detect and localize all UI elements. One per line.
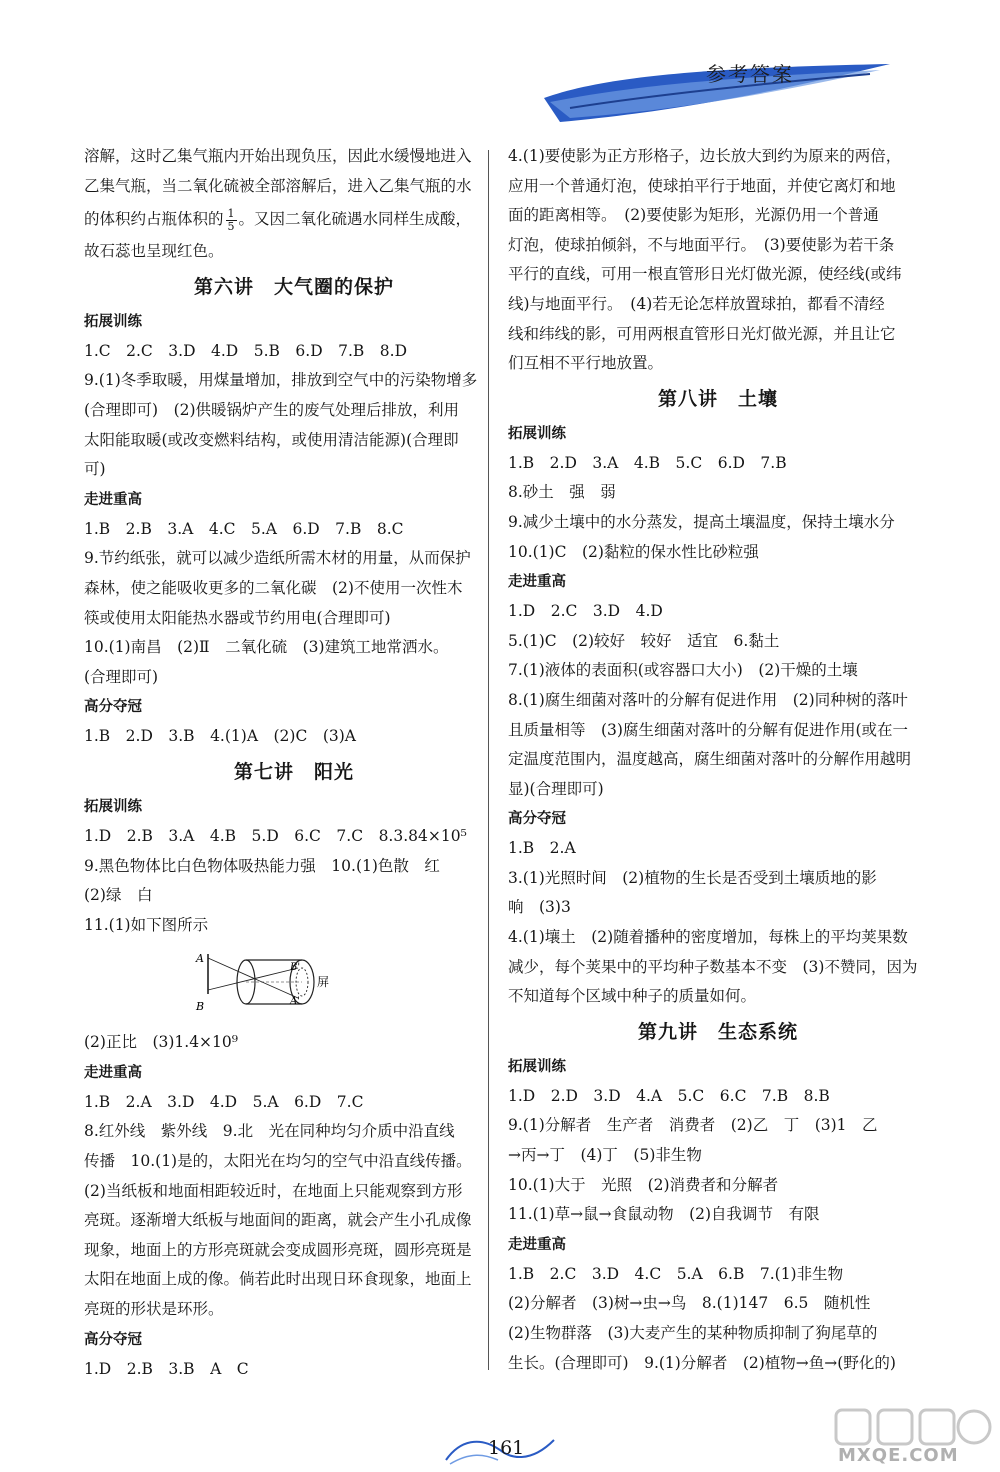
answer-line: 9.节约纸张，就可以减少造纸所需木材的用量，从而保护 — [84, 549, 471, 568]
answer-line: 显)(合理即可) — [508, 779, 604, 798]
fraction-denominator: 5 — [227, 219, 235, 233]
answer-line: 1.B 2.D 3.A 4.B 5.C 6.D 7.B — [508, 453, 787, 472]
label-b-prime: B' — [290, 962, 301, 974]
answer-line: 不知道每个区域中种子的质量如何。 — [508, 987, 757, 1006]
answer-line: 1.B 2.B 3.A 4.C 5.A 6.D 7.B 8.C — [84, 519, 404, 538]
answer-line: 9.减少土壤中的水分蒸发，提高土壤温度，保持土壤水分 — [508, 512, 895, 531]
answer-line: 森林，使之能吸收更多的二氧化碳 (2)不使用一次性木 — [84, 578, 463, 597]
answer-line: (2)当纸板和地面相距较近时，在地面上只能观察到方形 — [84, 1181, 463, 1200]
answer-line: 太阳在地面上成的像。倘若此时出现日环食现象，地面上 — [84, 1270, 472, 1289]
section-heading: 拓展训练 — [84, 798, 142, 815]
answer-line: 减少，每个荚果中的平均种子数基本不变 (3)不赞同，因为 — [508, 957, 918, 976]
lecture-title: 第九讲 生态系统 — [637, 1020, 798, 1043]
section-heading: 拓展训练 — [508, 425, 566, 442]
section-heading: 拓展训练 — [84, 313, 142, 330]
answer-line: (2)生物群落 (3)大麦产生的某种物质抑制了狗尾草的 — [508, 1324, 878, 1342]
text-line — [84, 201, 504, 237]
text-line: 溶解，这时乙集气瓶内开始出现负压，因此水缓慢地进入 — [84, 147, 472, 165]
answer-line: 灯泡，使球拍倾斜，不与地面平行。 (3)要使影为若干条 — [508, 235, 895, 254]
answer-line: 传播 10.(1)是的，太阳光在均匀的空气中沿直线传播。 — [84, 1152, 472, 1171]
answer-line: 平行的直线，可用一根直管形日光灯做光源，使经线(或纬 — [508, 265, 902, 284]
answer-line: 10.(1)大于 光照 (2)消费者和分解者 — [508, 1175, 779, 1194]
pinhole-figure — [84, 940, 504, 1028]
lecture-title: 第七讲 阳光 — [233, 760, 354, 783]
answer-line: 9.黑色物体比白色物体吸热能力强 10.(1)色散 红 — [84, 856, 440, 875]
answer-line: 定温度范围内，温度越高，腐生细菌对落叶的分解作用越明 — [508, 750, 912, 769]
answer-line: 且质量相等 (3)腐生细菌对落叶的分解有促进作用(或在一 — [508, 720, 909, 739]
answer-line: →丙→丁 (4)丁 (5)非生物 — [508, 1146, 702, 1165]
pinhole-diagram — [194, 940, 344, 1026]
answer-line: 线)与地面平行。 (4)若无论怎样放置球拍，都看不清经 — [508, 294, 885, 313]
answer-line: 1.B 2.C 3.D 4.C 5.A 6.B 7.(1)非生物 — [508, 1264, 844, 1283]
answer-line: 8.(1)腐生细菌对落叶的分解有促进作用 (2)同种树的落叶 — [508, 690, 908, 709]
header-title: 参考答案 — [706, 62, 794, 86]
answer-line: 7.(1)液体的表面积(或容器口大小) (2)干燥的土壤 — [508, 661, 858, 680]
right-column — [508, 142, 928, 1378]
section-heading: 高分夺冠 — [84, 699, 142, 716]
answer-line: 1.C 2.C 3.D 4.D 5.B 6.D 7.B 8.D — [84, 341, 408, 360]
answer-line: (合理即可) — [84, 667, 159, 686]
answer-line: 亮斑的形状是环形。 — [84, 1300, 224, 1319]
answer-line: 9.(1)分解者 生产者 消费者 (2)乙 丁 (3)1 乙 — [508, 1116, 878, 1135]
text-line: 故石蕊也呈现红色。 — [84, 242, 224, 261]
answer-line: (2)绿 白 — [84, 886, 153, 905]
left-column — [84, 142, 504, 1384]
answer-line: 10.(1)C (2)黏粒的保水性比砂粒强 — [508, 542, 759, 561]
answer-line: 11.(1)如下图所示 — [84, 915, 209, 934]
lecture-title: 第八讲 土壤 — [657, 387, 778, 410]
answer-line: 10.(1)南昌 (2)Ⅱ 二氧化硫 (3)建筑工地常洒水。 — [84, 638, 449, 657]
text-line: 乙集气瓶，当二氧化硫被全部溶解后，进入乙集气瓶的水 — [84, 176, 472, 195]
answer-line: 8.红外线 紫外线 9.北 光在同种均匀介质中沿直线 — [84, 1122, 455, 1141]
answer-line: 应用一个普通灯泡，使球拍平行于地面，并使它离灯和地 — [508, 176, 896, 195]
answer-line: 11.(1)草→鼠→食鼠动物 (2)自我调节 有限 — [508, 1205, 820, 1224]
answer-line: (2)分解者 (3)树→虫→鸟 8.(1)147 6.5 随机性 — [508, 1294, 871, 1313]
answer-line: 们互相不平行地放置。 — [508, 354, 664, 373]
answer-line: 1.D 2.B 3.A 4.B 5.D 6.C 7.C 8.3.84×10⁵ — [84, 826, 467, 845]
section-heading: 拓展训练 — [508, 1058, 566, 1075]
section-heading: 走进重高 — [84, 1064, 142, 1081]
answer-line: (合理即可) (2)供暖锅炉产生的废气处理后排放，利用 — [84, 400, 460, 419]
section-heading: 走进重高 — [508, 1236, 566, 1253]
answer-line: 1.B 2.D 3.B 4.(1)A (2)C (3)A — [84, 727, 356, 746]
section-heading: 高分夺冠 — [508, 811, 566, 828]
answer-line: 8.砂土 强 弱 — [508, 483, 616, 502]
answer-line: 生长。(合理即可) 9.(1)分解者 (2)植物→鱼→(野化的) — [508, 1353, 896, 1372]
answer-line: 可) — [84, 460, 106, 479]
section-heading: 走进重高 — [508, 574, 566, 591]
label-a-prime: A' — [290, 996, 300, 1008]
page-number: 161 — [488, 1437, 525, 1459]
answer-line: 5.(1)C (2)较好 较好 适宜 6.黏土 — [508, 631, 780, 650]
answer-line: 4.(1)要使影为正方形格子，边长放大到约为原来的两倍， — [508, 147, 902, 165]
answer-line: 1.D 2.D 3.D 4.A 5.C 6.C 7.B 8.B — [508, 1086, 830, 1105]
watermark-text: MXQE.COM — [838, 1445, 959, 1466]
answer-line: 4.(1)壤土 (2)随着播种的密度增加，每株上的平均荚果数 — [508, 928, 908, 947]
answer-line: 太阳能取暖(或改变燃料结构，或使用清洁能源)(合理即 — [84, 430, 459, 449]
answer-line: 现象，地面上的方形亮斑就会变成圆形亮斑，圆形亮斑是 — [84, 1240, 472, 1259]
label-screen: 屏 — [317, 975, 330, 990]
label-a: A — [196, 952, 204, 966]
label-b: B — [196, 1000, 205, 1014]
answer-line: 1.B 2.A 3.D 4.D 5.A 6.D 7.C — [84, 1092, 364, 1111]
section-heading: 走进重高 — [84, 491, 142, 508]
section-heading: 高分夺冠 — [84, 1331, 142, 1348]
lecture-title: 第六讲 大气圈的保护 — [193, 275, 394, 298]
fraction-numerator: 1 — [227, 206, 235, 220]
answer-line: (2)正比 (3)1.4×10⁹ — [84, 1033, 238, 1052]
answer-line: 响 (3)3 — [508, 898, 571, 917]
answer-line: 面的距离相等。 (2)要使影为矩形，光源仍用一个普通 — [508, 206, 879, 225]
answer-line: 1.D 2.C 3.D 4.D — [508, 602, 663, 621]
answer-line: 线和纬线的影，可用两根直管形日光灯做光源，并且让它 — [508, 324, 896, 343]
answer-line: 1.D 2.B 3.B A C — [84, 1359, 249, 1378]
answer-line: 9.(1)冬季取暖，用煤量增加，排放到空气中的污染物增多 — [84, 371, 478, 390]
fraction — [226, 208, 237, 233]
text-fragment: 的体积约占瓶体积的 — [84, 210, 224, 229]
answer-line: 3.(1)光照时间 (2)植物的生长是否受到土壤质地的影 — [508, 868, 877, 887]
answer-line: 1.B 2.A — [508, 839, 576, 858]
answer-line: 亮斑。逐渐增大纸板与地面间的距离，就会产生小孔成像 — [84, 1211, 472, 1230]
text-fragment: 。又因二氧化硫遇水同样生成酸， — [238, 210, 472, 229]
answer-line: 筷或使用太阳能热水器或节约用电(合理即可) — [84, 608, 391, 627]
